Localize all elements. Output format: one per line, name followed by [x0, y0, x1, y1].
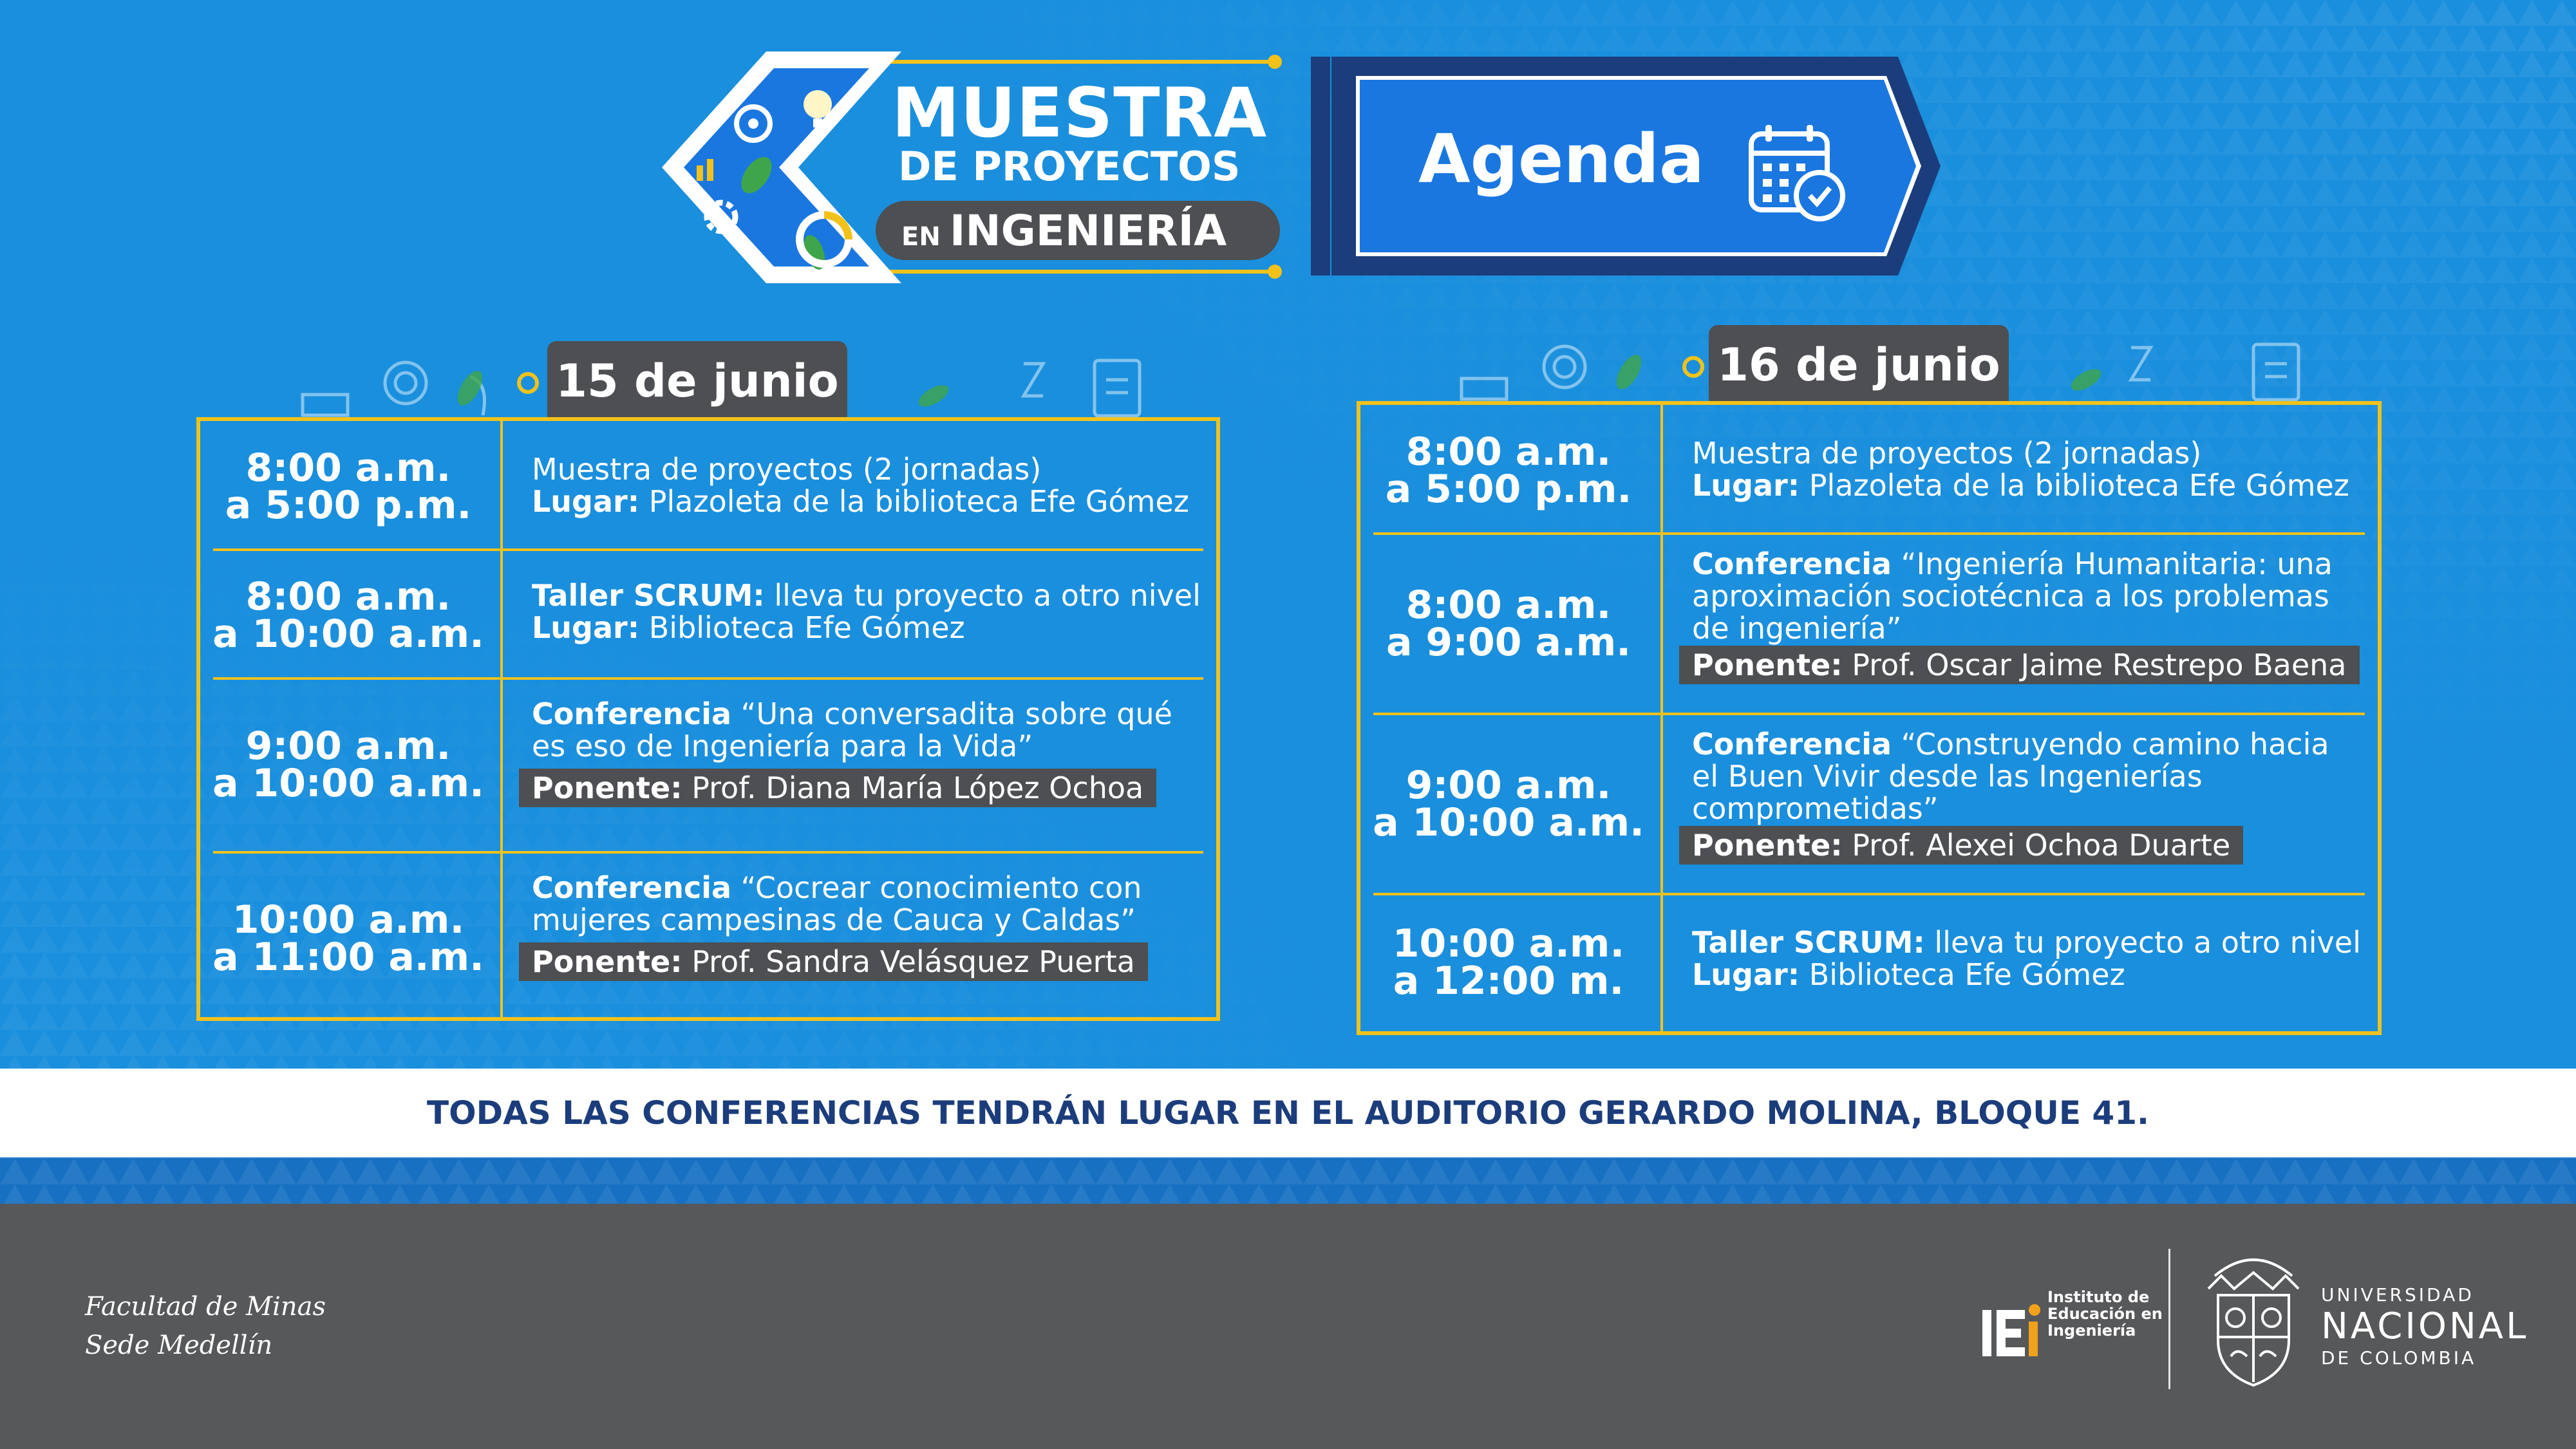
- day2-row-2-time: [1360, 583, 1657, 665]
- logo-ingenieria-word: INGENIERÍA: [949, 206, 1227, 256]
- iei-line: Instituto de: [2047, 1288, 2150, 1306]
- day1-row-3: [200, 678, 1216, 852]
- day2-row-3-time: [1360, 763, 1657, 845]
- logo-en: EN: [901, 222, 941, 252]
- detail-line: Conferencia “Ingeniería Humanitaria: una: [1692, 547, 2333, 581]
- iei-line: Educación en: [2047, 1305, 2163, 1323]
- day1-row-3-time: [200, 724, 496, 806]
- time-start: 8:00 a.m.: [245, 574, 451, 619]
- day1-row-2: [200, 550, 1216, 678]
- detail-line: Conferencia “Construyendo camino hacia: [1692, 727, 2329, 762]
- detail-line: comprometidas”: [1692, 791, 1939, 826]
- detail-line: Taller SCRUM: lleva tu proyecto a otro nivel: [1692, 925, 2361, 960]
- detail-line: es eso de Ingeniería para la Vida”: [532, 729, 1033, 763]
- unal-line: NACIONAL: [2321, 1305, 2529, 1347]
- footer-divider: [2168, 1249, 2170, 1389]
- detail-line: Muestra de proyectos (2 jornadas): [532, 452, 1042, 487]
- day2-date-tab: 16 de junio: [1709, 325, 2009, 405]
- day2-row-3-details: [1692, 728, 2365, 865]
- faculty-signature: [85, 1287, 326, 1365]
- detail-line: Lugar: Plazoleta de la biblioteca Efe Gómez: [532, 484, 1189, 519]
- header-divider: [1311, 57, 1330, 276]
- day1-row-1: [200, 421, 1216, 550]
- detail-line: Lugar: Biblioteca Efe Gómez: [1692, 957, 2125, 992]
- day1-row-1-details: [532, 453, 1203, 518]
- day1-row-2-time: [200, 574, 496, 657]
- footer: [0, 1204, 2576, 1449]
- iei-line: Ingeniería: [2047, 1322, 2136, 1340]
- speaker-badge: Ponente: Prof. Alexei Ochoa Duarte: [1679, 826, 2243, 865]
- time-start: 8:00 a.m.: [1406, 429, 1612, 474]
- day2-row-2-details: [1692, 548, 2365, 684]
- day1-row-4-time: [200, 897, 496, 980]
- detail-line: Lugar: Plazoleta de la biblioteca Efe Gómez: [1692, 468, 2349, 503]
- campus-name: Sede Medellín: [85, 1331, 273, 1360]
- detail-line: Taller SCRUM: lleva tu proyecto a otro nivel: [532, 578, 1201, 613]
- time-start: 10:00 a.m.: [1392, 921, 1625, 966]
- day1-row-4: [200, 852, 1216, 1017]
- day1-row-4-details: [532, 872, 1203, 981]
- unal-seal-icon: [2195, 1250, 2311, 1392]
- time-end: a 10:00 a.m.: [212, 612, 484, 657]
- time-start: 10:00 a.m.: [232, 897, 465, 942]
- unal-line: DE COLOMBIA: [2321, 1347, 2477, 1369]
- detail-line: Conferencia “Cocrear conocimiento con: [532, 870, 1142, 905]
- detail-line: Lugar: Biblioteca Efe Gómez: [532, 610, 965, 645]
- iei-logo-icon: [1980, 1291, 2044, 1361]
- day1-row-1-time: [200, 445, 496, 528]
- day2-row-1-details: [1692, 437, 2365, 501]
- detail-line: de ingeniería”: [1692, 611, 1902, 646]
- time-end: a 10:00 a.m.: [212, 761, 484, 806]
- time-start: 9:00 a.m.: [245, 724, 451, 769]
- day2-row-1-time: [1360, 429, 1657, 512]
- time-start: 8:00 a.m.: [245, 445, 451, 491]
- day1-schedule-table: [196, 417, 1220, 1021]
- speaker-badge: Ponente: Prof. Oscar Jaime Restrepo Baena: [1679, 646, 2360, 684]
- speaker-badge: Ponente: Prof. Diana María López Ochoa: [519, 769, 1156, 807]
- day2-row-4-time: [1360, 921, 1657, 1004]
- detail-line: mujeres campesinas de Cauca y Caldas”: [532, 902, 1136, 937]
- event-logo: [657, 46, 1307, 288]
- speaker-badge: Ponente: Prof. Sandra Velásquez Puerta: [519, 942, 1148, 981]
- day2-row-2: [1360, 534, 2378, 714]
- detail-line: aproximación sociotécnica a los problemas: [1692, 579, 2329, 613]
- detail-line: Muestra de proyectos (2 jornadas): [1692, 436, 2202, 471]
- day1-date-tab: 15 de junio: [547, 341, 847, 421]
- time-start: 8:00 a.m.: [1406, 583, 1612, 628]
- time-end: a 10:00 a.m.: [1373, 800, 1644, 845]
- logo-line-muestra: MUESTRA: [892, 73, 1268, 153]
- time-end: a 9:00 a.m.: [1386, 620, 1631, 665]
- venue-note: TODAS LAS CONFERENCIAS TENDRÁN LUGAR EN EL AUDITORIO GERARDO MOLINA, BLOQUE 41.: [426, 1094, 2150, 1132]
- detail-line: el Buen Vivir desde las Ingenierías: [1692, 759, 2203, 794]
- agenda-title: Agenda: [1418, 120, 1705, 198]
- day2-row-3: [1360, 714, 2378, 894]
- calendar-clock-icon: [1744, 120, 1853, 223]
- unal-name: [2321, 1284, 2528, 1369]
- logo-line-proyectos: DE PROYECTOS: [898, 143, 1241, 190]
- time-end: a 5:00 p.m.: [225, 483, 472, 528]
- day2-row-4: [1360, 894, 2378, 1031]
- day2-row-4-details: [1692, 926, 2365, 991]
- venue-note-strip: [0, 1069, 2576, 1157]
- agenda-banner: [1331, 57, 1941, 276]
- day1-row-3-details: [532, 698, 1203, 807]
- day2-row-1: [1360, 405, 2378, 534]
- time-end: a 5:00 p.m.: [1385, 467, 1632, 512]
- day1-row-2-details: [532, 579, 1203, 644]
- day2-schedule-table: [1357, 401, 2382, 1035]
- logo-line-ingenieria: [901, 206, 1227, 256]
- faculty-name: Facultad de Minas: [85, 1292, 326, 1322]
- unal-line: UNIVERSIDAD: [2321, 1284, 2474, 1305]
- time-end: a 11:00 a.m.: [212, 935, 484, 980]
- time-start: 9:00 a.m.: [1406, 763, 1612, 808]
- detail-line: Conferencia “Una conversadita sobre qué: [532, 696, 1172, 731]
- iei-name: [2047, 1289, 2163, 1339]
- time-end: a 12:00 m.: [1393, 958, 1624, 1004]
